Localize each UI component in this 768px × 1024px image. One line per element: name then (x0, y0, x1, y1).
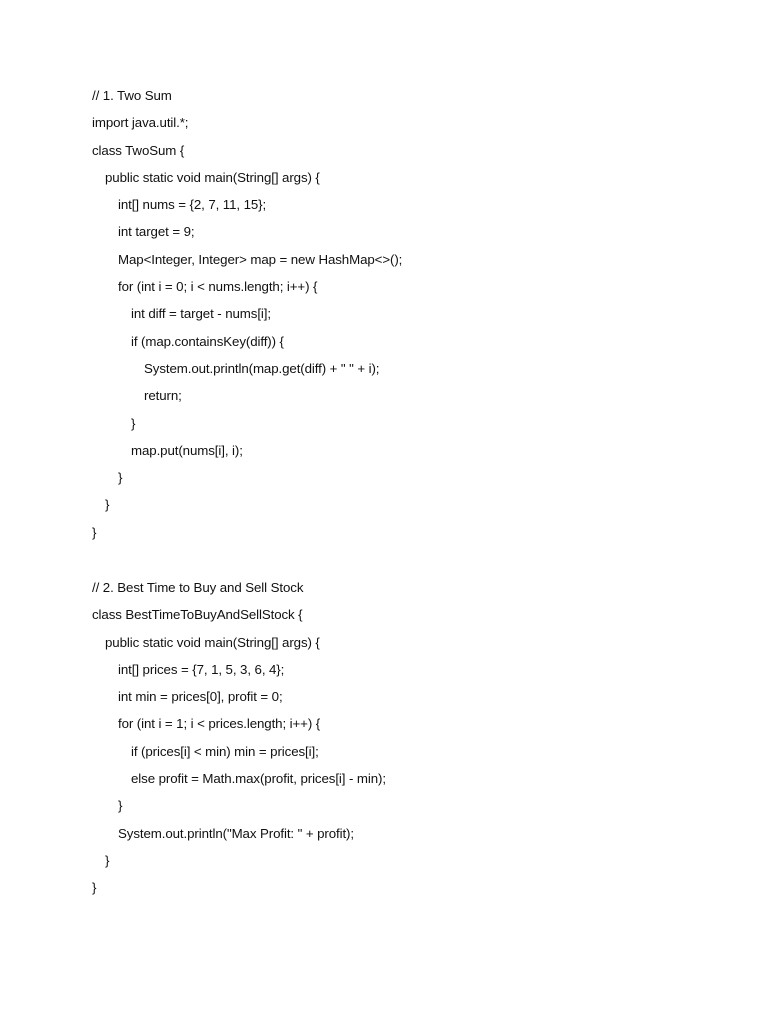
code-line: class BestTimeToBuyAndSellStock { (92, 607, 303, 623)
code-line: for (int i = 1; i < prices.length; i++) { (118, 716, 321, 732)
code-line: int[] prices = {7, 1, 5, 3, 6, 4}; (118, 661, 285, 677)
code-line: } (105, 497, 110, 513)
code-line: class TwoSum { (92, 142, 185, 158)
code-comment-line: // 1. Two Sum (92, 88, 172, 103)
code-line: else profit = Math.max(profit, prices[i] - min); (131, 771, 386, 787)
code-line: import java.util.*; (92, 115, 189, 131)
code-line: } (131, 415, 136, 431)
code-line: map.put(nums[i], i); (131, 442, 243, 458)
code-line: int min = prices[0], profit = 0; (118, 689, 283, 705)
code-line: } (92, 524, 97, 540)
code-line: if (prices[i] < min) min = prices[i]; (131, 743, 319, 759)
code-line: } (92, 880, 97, 896)
code-line: Map<Integer, Integer> map = new HashMap<>(); (118, 251, 403, 267)
code-line: } (105, 852, 110, 868)
code-line: System.out.println("Max Profit: " + profit); (118, 825, 354, 841)
code-line: public static void main(String[] args) { (105, 634, 320, 650)
code-line: public static void main(String[] args) { (105, 169, 320, 185)
code-comment-line: // 2. Best Time to Buy and Sell Stock (92, 580, 304, 595)
code-line: int diff = target - nums[i]; (131, 306, 271, 322)
code-line: return; (144, 388, 182, 404)
code-line: if (map.containsKey(diff)) { (131, 333, 284, 349)
code-line: } (118, 798, 123, 814)
code-line: int target = 9; (118, 224, 195, 240)
code-block-two-sum (92, 86, 732, 550)
code-line: for (int i = 0; i < nums.length; i++) { (118, 279, 318, 295)
code-line: System.out.println(map.get(diff) + " " + i); (144, 360, 380, 376)
code-line: } (118, 470, 123, 486)
code-block-best-time-stock (92, 578, 732, 906)
code-line: int[] nums = {2, 7, 11, 15}; (118, 197, 267, 213)
